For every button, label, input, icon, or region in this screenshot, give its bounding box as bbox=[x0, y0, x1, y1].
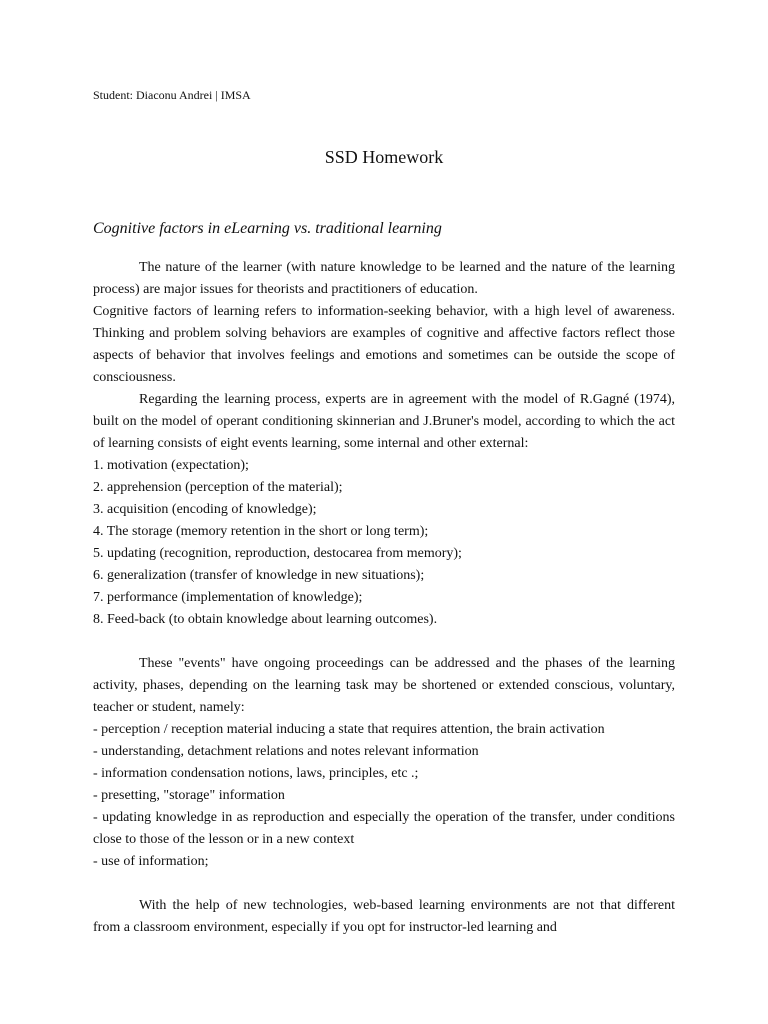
paragraph-5: With the help of new technologies, web-based learning environments are not that different from a classroom environment, especially if you opt for instructor-led learning and bbox=[93, 898, 675, 935]
event-item-5: 5. updating (recognition, reproduction, destocarea from memory); bbox=[93, 546, 462, 561]
paragraph-gap-2 bbox=[93, 873, 675, 895]
document-subtitle: Cognitive factors in eLearning vs. traditional learning bbox=[93, 220, 442, 237]
document-title: SSD Homework bbox=[324, 147, 444, 167]
paragraph-3: Regarding the learning process, experts are in agreement with the model of R.Gagné (1974), built on the model of operant conditioning skinnerian and J.Bruner's model, according to which the act of learning consists of eight events learning, some internal and other external: bbox=[93, 392, 675, 451]
event-item-2: 2. apprehension (perception of the material); bbox=[93, 480, 343, 495]
document-body bbox=[93, 257, 675, 939]
event-item-4: 4. The storage (memory retention in the short or long term); bbox=[93, 524, 429, 539]
event-item-8: 8. Feed-back (to obtain knowledge about learning outcomes). bbox=[93, 612, 438, 627]
paragraph-4: These "events" have ongoing proceedings can be addressed and the phases of the learning activity, phases, depending on the learning task may be shortened or extended conscious, voluntary, teacher or student, namely: bbox=[93, 656, 675, 715]
event-item-3: 3. acquisition (encoding of knowledge); bbox=[93, 502, 317, 517]
event-item-7: 7. performance (implementation of knowledge); bbox=[93, 590, 363, 605]
phase-item-3: - information condensation notions, laws, principles, etc .; bbox=[93, 766, 419, 781]
student-header: Student: Diaconu Andrei | IMSA bbox=[93, 88, 251, 102]
paragraph-gap bbox=[93, 631, 675, 653]
event-item-1: 1. motivation (expectation); bbox=[93, 458, 249, 473]
phase-item-2: - understanding, detachment relations and notes relevant information bbox=[93, 744, 479, 759]
event-item-6: 6. generalization (transfer of knowledge in new situations); bbox=[93, 568, 425, 583]
phase-item-5: - updating knowledge in as reproduction and especially the operation of the transfer, under conditions close to those of the lesson or in a new context bbox=[93, 810, 675, 847]
phase-item-1: - perception / reception material inducing a state that requires attention, the brain activation bbox=[93, 722, 605, 737]
phase-item-4: - presetting, "storage" information bbox=[93, 788, 285, 803]
paragraph-2: Cognitive factors of learning refers to information-seeking behavior, with a high level of awareness. Thinking and problem solving behaviors are examples of cognitive and affective factors reflect those aspects of behavior that involves feelings and emotions and sometimes can be outside the scope of consciousness. bbox=[93, 304, 675, 385]
phase-item-6: - use of information; bbox=[93, 854, 209, 869]
paragraph-1: The nature of the learner (with nature knowledge to be learned and the nature of the learning process) are major issues for theorists and practitioners of education. bbox=[93, 260, 675, 297]
